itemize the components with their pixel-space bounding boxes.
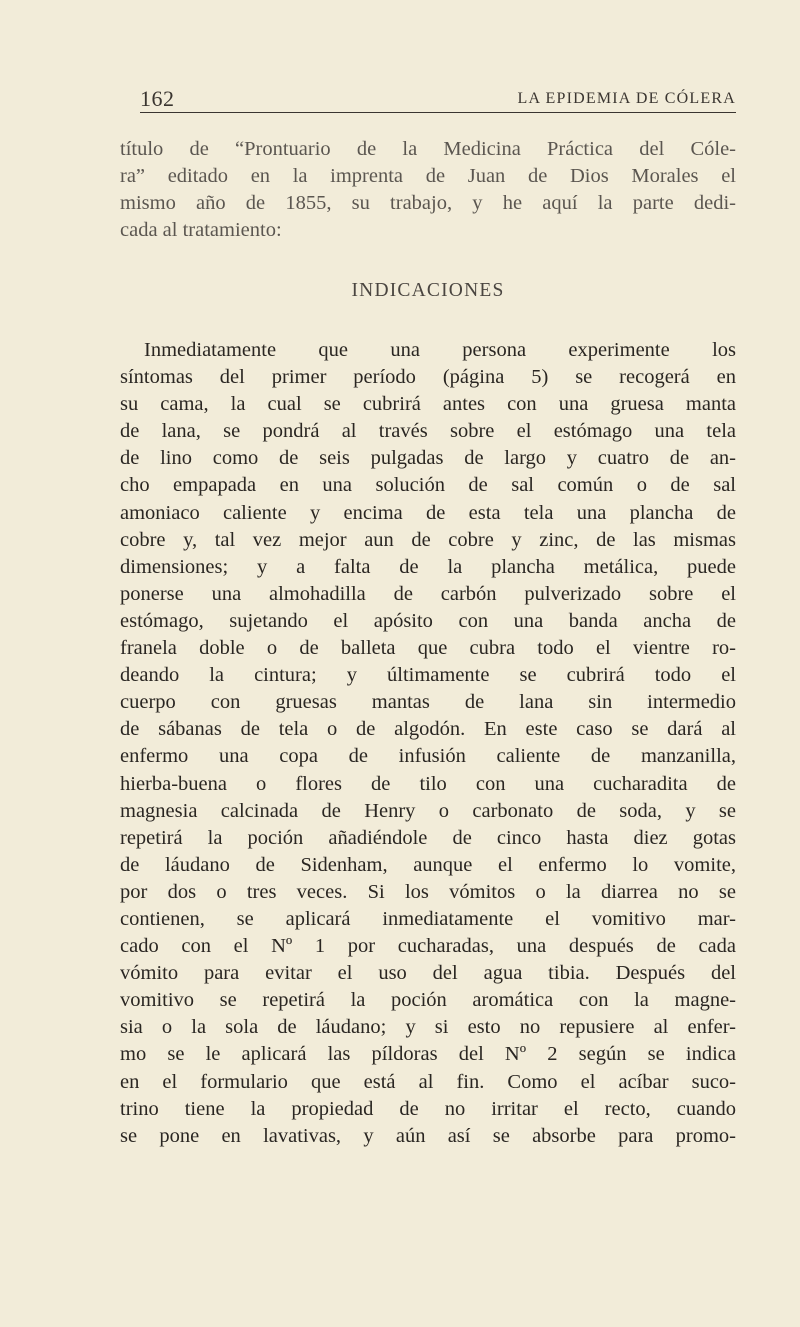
running-head <box>140 86 736 113</box>
text-line: ponerse una almohadilla de carbón pulverizado sobre el <box>120 582 736 605</box>
text-line: amoniaco caliente y encima de esta tela una plancha de <box>120 501 736 524</box>
text-line: ra” editado en la imprenta de Juan de Dios Morales el <box>120 165 736 188</box>
text-line: de láudano de Sidenham, aunque el enfermo lo vomite, <box>120 853 736 876</box>
text-line: trino tiene la propiedad de no irritar el recto, cuando <box>120 1097 736 1120</box>
text-line: mismo año de 1855, su trabajo, y he aquí la parte dedi- <box>120 192 736 215</box>
text-line: en el formulario que está al fin. Como el acíbar suco- <box>120 1070 736 1093</box>
text-line: sia o la sola de láudano; y si esto no repusiere al enfer- <box>120 1016 736 1039</box>
text-line: vómito para evitar el uso del agua tibia. Después del <box>120 962 736 985</box>
text-line: se pone en lavativas, y aún así se absorbe para promo- <box>120 1124 736 1147</box>
text-line: vomitivo se repetirá la poción aromática con la magne- <box>120 989 736 1012</box>
text-line: franela doble o de balleta que cubra todo el vientre ro- <box>120 637 736 660</box>
body-paragraph <box>120 337 736 1150</box>
text-line: cada al tratamiento: <box>120 219 282 242</box>
text-line: síntomas del primer período (página 5) se recogerá en <box>120 366 736 389</box>
text-line: magnesia calcinada de Henry o carbonato de soda, y se <box>120 799 736 822</box>
text-line: de lana, se pondrá al través sobre el estómago una tela <box>120 420 736 443</box>
text-line: hierba-buena o flores de tilo con una cucharadita de <box>120 772 736 795</box>
text-line: cobre y, tal vez mejor aun de cobre y zinc, de las mismas <box>120 528 736 551</box>
text-line: estómago, sujetando el apósito con una banda ancha de <box>120 609 736 632</box>
page-number: 162 <box>140 86 175 111</box>
text-line: repetirá la poción añadiéndole de cinco hasta diez gotas <box>120 826 736 849</box>
text-line: contienen, se aplicará inmediatamente el vomitivo mar- <box>120 907 736 930</box>
text-line: Inmediatamente que una persona experimente los <box>144 339 736 361</box>
text-line: deando la cintura; y últimamente se cubrirá todo el <box>120 664 736 687</box>
text-line: de sábanas de tela o de algodón. En este caso se dará al <box>120 718 736 741</box>
running-title: LA EPIDEMIA DE CÓLERA <box>517 90 736 107</box>
text-line: cado con el Nº 1 por cucharadas, una después de cada <box>120 935 736 958</box>
text-line: enfermo una copa de infusión caliente de manzanilla, <box>120 745 736 768</box>
text-line: de lino como de seis pulgadas de largo y cuatro de an- <box>120 447 736 470</box>
intro-paragraph <box>120 136 736 244</box>
text-line: su cama, la cual se cubrirá antes con una gruesa manta <box>120 393 736 416</box>
text-line: título de “Prontuario de la Medicina Práctica del Cóle- <box>120 138 736 160</box>
text-line: dimensiones; y a falta de la plancha metálica, puede <box>120 555 736 578</box>
section-heading: INDICACIONES <box>351 280 505 301</box>
text-line: cho empapada en una solución de sal común o de sal <box>120 474 736 497</box>
text-line: cuerpo con gruesas mantas de lana sin intermedio <box>120 691 736 714</box>
text-line: mo se le aplicará las píldoras del Nº 2 según se indica <box>120 1043 736 1066</box>
text-line: por dos o tres veces. Si los vómitos o la diarrea no se <box>120 880 736 903</box>
